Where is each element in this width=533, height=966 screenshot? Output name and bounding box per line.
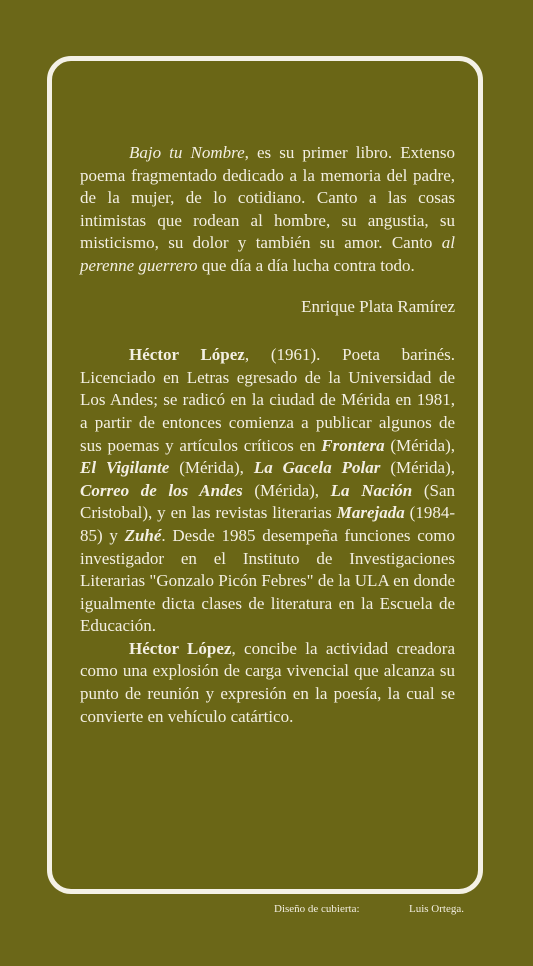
- book-title: Bajo tu Nombre: [129, 143, 245, 162]
- back-cover-text: [80, 142, 455, 728]
- abstract-paragraph: Bajo tu Nombre, es su primer libro. Extenso poema fragmentado dedicado a la memoria del padre, de la mujer, de lo cotidiano. Canto a las cosas intimistas que rodean al hombre, su angustia, su misticismo, su dolor y también su amor. Canto al perenne guerrero que día a día lucha contra todo.: [80, 143, 455, 275]
- bio-paragraph: Héctor López, (1961). Poeta barinés. Licenciado en Letras egresado de la Universidad de Los Andes; se radicó en la ciudad de Mérida en 1981, a partir de entonces comienza a publicar algunos de sus poemas y artículos críticos en Frontera (Mérida), El Vigilante (Mérida), La Gacela Polar (Mérida), Correo de los Andes (Mérida), La Nación (San Cristobal), y en las revistas literarias Marejada (1984-85) y Zuhé. Desde 1985 desempeña funciones como investigador en el Instituto de Investigaciones Literarias "Gonzalo Picón Febres" de la ULA en donde igualmente dicta clases de literatura en la Escuela de Educación.: [80, 345, 456, 636]
- cover-designer: Luis Ortega.: [409, 903, 464, 915]
- signature: Enrique Plata Ramírez: [301, 296, 455, 316]
- author-name: Héctor López: [129, 345, 245, 365]
- author-name: Héctor López: [129, 638, 232, 658]
- cover-design-label: Diseño de cubierta:: [274, 903, 360, 915]
- bio-paragraph-2: Héctor López, concibe la actividad creadora como una explosión de carga vivencial que alcanza su punto de reunión y expresión en la poesía, la cual se convierte en vehículo catártico.: [80, 638, 456, 726]
